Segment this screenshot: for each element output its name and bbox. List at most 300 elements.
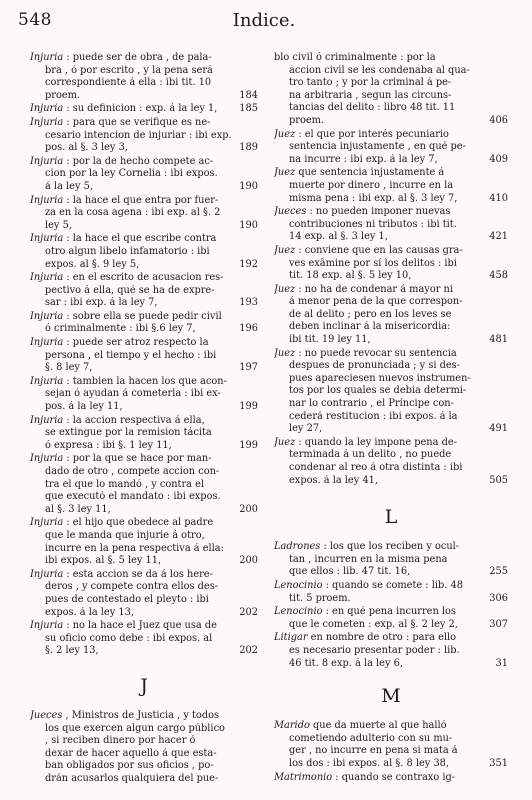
entry-line [30, 52, 258, 65]
entry-line-text: pues de contestado el pleyto : ibi [45, 593, 209, 605]
entry-headword: Juez [274, 347, 296, 359]
entry-text [30, 415, 205, 428]
index-entry [274, 772, 508, 785]
left-entries-after [30, 710, 258, 786]
entry-line [274, 65, 508, 78]
entry-page-ref: 255 [489, 566, 508, 578]
entry-line [274, 554, 508, 567]
entry-line-text: blo civil ó criminalmente : por la [274, 52, 436, 63]
index-entry [30, 517, 258, 567]
entry-line-text: cederá restitucion : ibi expos. á la [289, 410, 458, 422]
entry-line-text: contribuciones ni tributos : ibi tit. [289, 218, 457, 230]
entry-line-text: : en qué pena incurren los [325, 606, 456, 618]
entry-text [45, 181, 93, 194]
entry-line-text: pos. á la ley 11, [45, 401, 123, 413]
entry-line [30, 246, 258, 259]
entry-text [289, 102, 455, 115]
entry-text [30, 453, 211, 466]
entry-line [30, 773, 258, 786]
entry-line [30, 103, 258, 116]
entry-text [289, 141, 466, 154]
index-entry [30, 710, 258, 786]
entry-headword: Juez [274, 283, 296, 295]
index-entry [274, 720, 508, 770]
entry-text [45, 760, 214, 773]
index-entry [274, 632, 508, 670]
entry-page-ref: 458 [489, 270, 508, 282]
entry-line-text: ger , no incurre en pena si mata á [289, 745, 458, 757]
section-letter-j: J [140, 674, 148, 697]
entry-text [45, 297, 158, 310]
entry-line-text: ibi tit. 19 ley 11, [289, 334, 371, 346]
index-entry [30, 272, 258, 310]
entry-text [45, 645, 99, 658]
entry-page-ref: 307 [489, 618, 508, 630]
entry-line [274, 606, 508, 619]
entry-text [30, 620, 217, 633]
entry-line [274, 141, 508, 154]
entry-line-text: : quando la ley impone pena de- [298, 436, 457, 448]
entry-line [30, 620, 258, 633]
entry-line-text: tit. 18 exp. al §. 5 ley 10, [289, 270, 412, 282]
entry-line-text: que le cometen : exp. al §. 2 ley 2, [289, 618, 458, 630]
entry-text [45, 530, 205, 543]
entry-line-text: su oficio como debe : ibi expos. al [45, 632, 213, 644]
entry-headword: Jueces [274, 206, 307, 218]
entry-line-text: terminada á un delito , no puede [289, 449, 452, 461]
entry-line [274, 219, 508, 232]
entry-line-text: otro algun libelo infamatorio : ibi [45, 245, 210, 257]
entry-line-text: deros , y compete contra ellos des- [45, 581, 219, 593]
entry-line-text: tra el que lo mandó , y contra el [45, 478, 205, 490]
entry-line [30, 453, 258, 466]
right-column [274, 52, 508, 785]
entry-line-text: dexar de hacer aquello á que esta- [45, 747, 217, 759]
entry-line [30, 168, 258, 181]
entry-line-text: ley 27, [289, 423, 323, 435]
entry-text [289, 462, 462, 475]
entry-line [30, 479, 258, 492]
entry-line-text: tro tanto ; y por la criminal á pe- [289, 77, 452, 89]
entry-text [289, 645, 460, 658]
index-entry [274, 167, 508, 205]
page-number: 548 [18, 10, 52, 30]
entry-line-text: que ellos : lib. 47 tit. 16, [289, 566, 411, 578]
entry-line-text: na incurre : ibi exp. á la ley 7, [289, 153, 438, 165]
entry-line-text: expos. á la ley 13, [45, 606, 134, 618]
entry-page-ref: 421 [489, 231, 508, 243]
entry-line [30, 633, 258, 646]
index-entry [274, 348, 508, 436]
entry-headword: Injuria [30, 620, 64, 632]
entry-line [274, 385, 508, 398]
entry-line [274, 284, 508, 297]
entry-line [274, 449, 508, 462]
entry-text [45, 735, 195, 748]
entry-text [45, 594, 209, 607]
entry-line [30, 220, 258, 233]
entry-line [30, 130, 258, 143]
entry-text [274, 541, 459, 554]
entry-line-text: za en la cosa agena : ibi exp. al §. 2 [45, 207, 221, 219]
entry-headword: Injuria [30, 116, 64, 128]
entry-headword: Injuria [30, 194, 64, 206]
entry-line-text: sar : ibi exp. á la ley 7, [45, 297, 158, 309]
entry-text [30, 156, 213, 169]
index-entry [30, 569, 258, 619]
entry-text [45, 491, 221, 504]
entry-text [274, 772, 455, 785]
entry-page-ref: 190 [239, 219, 258, 231]
entry-line-text: tit. 5 proem. [289, 592, 351, 604]
entry-line-text: proem. [45, 89, 81, 101]
entry-text [289, 193, 457, 206]
index-entry [30, 620, 258, 658]
entry-line-text: : no ha de condenar á mayor ni [298, 283, 453, 295]
entry-headword: Injuria [30, 568, 64, 580]
entry-line [274, 541, 508, 554]
index-entry [30, 52, 258, 102]
entry-line-text: tos por los quales se debia determi- [289, 385, 467, 397]
entry-line [30, 543, 258, 556]
index-entry [30, 311, 258, 336]
entry-line [30, 285, 258, 298]
entry-line [30, 735, 258, 748]
running-head: Indice. [232, 10, 296, 31]
entry-line-text: : no puede revocar su sentencia [298, 347, 457, 359]
entry-text [45, 259, 139, 272]
entry-headword: Injuria [30, 103, 64, 115]
entry-line [30, 415, 258, 428]
entry-line [30, 555, 258, 568]
entry-line [274, 593, 508, 606]
section-letter-m: M [381, 685, 401, 708]
entry-line-text: expos. al §. 9 ley 5, [45, 258, 140, 270]
entry-page-ref: 31 [495, 657, 508, 669]
entry-headword: Juez [274, 244, 296, 256]
entry-headword: Injuria [30, 272, 64, 284]
entry-text [274, 632, 456, 645]
entry-page-ref: 410 [489, 192, 508, 204]
entry-line [274, 373, 508, 386]
entry-line-text: dado de otro , compete accion con- [45, 466, 220, 477]
entry-text [274, 245, 463, 258]
entry-line-text: condenar al reo á otra distinta : ibi [289, 462, 463, 473]
entry-text [289, 566, 410, 579]
entry-text [45, 65, 213, 78]
entry-headword: Matrimonio [274, 771, 333, 783]
entry-headword: Injuria [30, 337, 64, 349]
entry-text [30, 195, 218, 208]
entry-line-text: misma pena : ibi exp. al §. 3 ley 7, [289, 192, 458, 204]
entry-line [30, 77, 258, 90]
entry-line-text: á la ley 5, [45, 180, 93, 192]
entry-line-text: ban obligados por sus oficios , po- [45, 760, 214, 772]
entry-text [45, 323, 196, 336]
entry-text [30, 103, 217, 116]
entry-text [30, 117, 210, 130]
right-entries-l [274, 541, 508, 670]
entry-line-text: na arbitraria , segun las circuns- [289, 89, 452, 101]
entry-line-text: : el hijo que obedece al padre [66, 517, 214, 529]
entry-line-text: : por la que se hace por man- [66, 453, 212, 465]
index-entry [274, 245, 508, 283]
entry-line-text: muerte por dinero , incurre en la [289, 179, 454, 191]
entry-text [30, 52, 212, 65]
entry-headword: Injuria [30, 375, 64, 387]
entry-line [30, 748, 258, 761]
entry-text [289, 411, 458, 424]
entry-line-text: , Ministros de Justicia , y todos [65, 709, 220, 721]
entry-text [289, 65, 470, 78]
entry-text [45, 748, 217, 761]
entry-line-text: ó criminalmente : ibi §.6 ley 7, [45, 323, 196, 335]
entry-line-text: : la hace el que entra por fuer- [66, 194, 219, 206]
entry-line [274, 475, 508, 488]
entry-text [30, 337, 209, 350]
index-entry [30, 103, 258, 116]
entry-line-text: sentencia injustamente , en qué pe- [289, 141, 466, 153]
entry-text [45, 440, 172, 453]
entry-text [289, 758, 449, 771]
entry-line [274, 77, 508, 90]
entry-line [30, 233, 258, 246]
left-entries-before [30, 52, 258, 658]
entry-line [274, 745, 508, 758]
entry-line [30, 323, 258, 336]
entry-text [289, 745, 458, 758]
entry-line [274, 102, 508, 115]
entry-line-text: bra , ó por escrito , y la pena será [45, 64, 213, 76]
entry-line [274, 154, 508, 167]
entry-page-ref: 202 [239, 606, 258, 618]
entry-page-ref: 409 [489, 153, 508, 165]
entry-page-ref: 200 [239, 555, 258, 567]
entry-line-text: ves exâmine por sí los delitos : ibi [289, 257, 457, 269]
entry-line [274, 296, 508, 309]
entry-text [289, 373, 471, 386]
section-letter-l: L [384, 506, 398, 529]
entry-page-ref: 306 [489, 592, 508, 604]
entry-line [30, 710, 258, 723]
entry-line-text: : conviene que en las causas gra- [298, 244, 463, 256]
entry-line [274, 309, 508, 322]
entry-text [274, 580, 463, 593]
entry-line [274, 348, 508, 361]
entry-line [30, 440, 258, 453]
entry-line [274, 566, 508, 579]
entry-line-text: es necesario presentar poder : lib. [289, 644, 460, 656]
entry-line-text: accion civil se les condenaba al qua- [289, 64, 470, 76]
entry-line [30, 117, 258, 130]
entry-line [30, 195, 258, 208]
index-entry [274, 52, 508, 128]
index-entry [274, 284, 508, 347]
entry-page-ref: 184 [239, 89, 258, 101]
entry-text [289, 385, 466, 398]
entry-line [274, 772, 508, 785]
entry-line [30, 259, 258, 272]
entry-text [274, 606, 456, 619]
entry-line-text: §. 8 ley 7, [45, 362, 93, 374]
entry-headword: Injuria [30, 453, 64, 465]
entry-text [274, 206, 450, 219]
entry-text [289, 77, 451, 90]
entry-line-text: en nombre de otro : para ello [310, 632, 457, 644]
entry-page-ref: 192 [239, 258, 258, 270]
entry-text [45, 246, 210, 259]
entry-line [30, 350, 258, 363]
entry-line-text: al §. 3 ley 11, [45, 503, 111, 515]
entry-line [30, 337, 258, 350]
entry-text [30, 517, 213, 530]
entry-line [274, 231, 508, 244]
entry-headword: Juez [274, 167, 296, 179]
entry-headword: Marido [274, 720, 310, 732]
entry-text [274, 284, 453, 297]
entry-line-text: nar lo contrario , el Príncipe con- [289, 398, 454, 410]
entry-line-text: que le manda que injurie á otro, [45, 529, 205, 541]
entry-line-text: ó expresa : ibi §. 1 ley 11, [45, 439, 172, 451]
entry-line-text: sejan ó ayudan á cometerla : ibi ex- [45, 388, 221, 400]
entry-page-ref: 189 [239, 142, 258, 154]
entry-line-text: : quando se comete : lib. 48 [325, 579, 463, 591]
entry-line [274, 619, 508, 632]
entry-line-text: tancias del delito : libro 48 tit. 11 [289, 102, 456, 114]
entry-text [45, 142, 128, 155]
entry-text [289, 593, 351, 606]
entry-headword: Injuria [30, 310, 64, 322]
entry-line [274, 167, 508, 180]
entry-line [274, 180, 508, 193]
entry-page-ref: 481 [489, 334, 508, 346]
entry-text [45, 130, 232, 143]
entry-text [289, 475, 378, 488]
entry-text [45, 555, 161, 568]
entry-line [30, 427, 258, 440]
entry-headword: Juez [274, 128, 296, 140]
entry-text [289, 154, 438, 167]
entry-line-text: deben inclinar á la misericordia: [289, 321, 451, 333]
entry-line-text: , si reciben dinero por hacer ó [45, 735, 196, 747]
entry-line-text: : los que los reciben y ocul- [323, 541, 460, 553]
entry-text [45, 723, 225, 736]
entry-line [30, 297, 258, 310]
entry-line [30, 581, 258, 594]
entry-line [274, 334, 508, 347]
entry-headword: Litigar [274, 632, 308, 644]
entry-line-text: proem. [289, 114, 325, 126]
entry-page-ref: 351 [489, 757, 508, 769]
entry-line [30, 466, 258, 479]
entry-line-text: los dos : ibi expos. al §. 8 ley 38, [289, 757, 450, 769]
entry-line-text: correspondiente á ella : ibi tit. 10 [45, 77, 212, 89]
entry-text [45, 168, 218, 181]
entry-line-text: : para que se verifique es ne- [66, 116, 211, 128]
entry-line [30, 594, 258, 607]
entry-line-text: que sentencia injustamente á [298, 167, 445, 179]
entry-line [274, 206, 508, 219]
entry-text [30, 272, 224, 285]
entry-line-text: ibi expos. al §. 5 ley 11, [45, 555, 162, 567]
index-entry [274, 606, 508, 631]
entry-line [30, 142, 258, 155]
entry-line-text: ley 5, [45, 219, 72, 231]
entry-headword: Lenocinio [274, 606, 323, 618]
entry-line-text: : tambien la hacen los que acon- [66, 375, 227, 387]
entry-line-text: de al delito ; pero en los leves se [289, 308, 452, 320]
entry-page-ref: 197 [239, 362, 258, 374]
entry-line-text: cesario intencion de injuriar : ibi exp. [45, 129, 232, 141]
entry-page-ref: 199 [239, 401, 258, 413]
entry-line-text: pues apareciesen nuevos instrumen- [289, 372, 471, 384]
entry-text [45, 207, 220, 220]
entry-page-ref: 505 [489, 474, 508, 486]
entry-line [274, 270, 508, 283]
entry-text [289, 398, 454, 411]
entry-page-ref: 199 [239, 439, 258, 451]
entry-line [274, 321, 508, 334]
entry-text [289, 180, 453, 193]
entry-line [30, 362, 258, 375]
entry-line-text: §. 2 ley 13, [45, 645, 99, 657]
entry-line-text: : quando se contraxo ig- [335, 771, 456, 783]
entry-line [30, 491, 258, 504]
entry-line-text: : la hace el que escribe contra [66, 233, 217, 245]
entry-line [274, 52, 508, 65]
right-entries-before [274, 52, 508, 487]
entry-line-text: que da muerte al que halló [312, 720, 447, 732]
entry-line [30, 311, 258, 324]
entry-line-text: : puede ser de obra , de pala- [66, 52, 212, 63]
entry-line-text: : su definicion : exp. á la ley 1, [66, 103, 218, 115]
entry-headword: Juez [274, 436, 296, 448]
entry-headword: Jueces [30, 709, 63, 721]
entry-text [45, 285, 215, 298]
entry-text [30, 569, 213, 582]
entry-text [289, 423, 322, 436]
entry-text [45, 220, 72, 233]
entry-text [289, 733, 452, 746]
entry-line [274, 437, 508, 450]
entry-line [274, 720, 508, 733]
entry-text [289, 360, 460, 373]
entry-text [289, 115, 324, 128]
index-entry [30, 415, 258, 453]
index-entry [30, 195, 258, 233]
entry-line-text: los que exercen algun cargo público [45, 722, 225, 734]
entry-line [274, 758, 508, 771]
index-entry [274, 541, 508, 579]
right-entries-m [274, 720, 508, 784]
entry-text [45, 77, 211, 90]
entry-text [45, 388, 221, 401]
entry-line-text: persona , el tiempo y el hecho : ibi [45, 349, 217, 361]
entry-text [45, 362, 92, 375]
entry-headword: Injuria [30, 414, 64, 426]
entry-page-ref: 190 [239, 180, 258, 192]
entry-text [289, 449, 451, 462]
entry-line-text: : no pueden imponer nuevas [309, 206, 451, 218]
index-entry [30, 453, 258, 516]
entry-text [274, 720, 447, 733]
entry-line [274, 115, 508, 128]
entry-line [30, 90, 258, 103]
entry-line-text: : sobre ella se puede pedir civil [66, 310, 222, 322]
entry-line [274, 129, 508, 142]
entry-headword: Injuria [30, 155, 64, 167]
entry-line [274, 245, 508, 258]
